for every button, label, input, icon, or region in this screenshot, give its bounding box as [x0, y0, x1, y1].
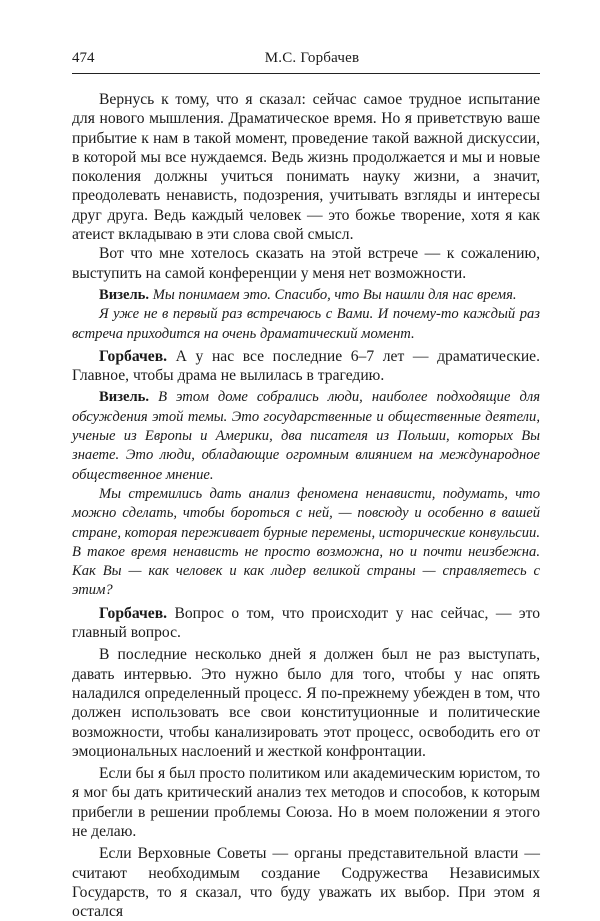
paragraph: [72, 485, 540, 601]
paragraph: [72, 305, 540, 344]
text-body: [72, 90, 540, 921]
speaker-name: Горбачев.: [99, 347, 168, 365]
paragraph-text: В последние несколько дней я должен был не раз выступать, давать интервью. Это нужно было для того, чтобы у нас опять наладился определенный процесс. Я по-прежнему убежден в том, что должен использовать все свои конституционные и политические возможности, чтобы канализировать этот процесс, освободить его от эмоциональных наслоений и жесткой конфронтации.: [72, 646, 540, 760]
speaker-name: Визель.: [99, 389, 150, 406]
paragraph-text: Если бы я был просто политиком или академическим юристом, то я мог бы дать критический анализ тех методов и способов, к которым прибегли в решении проблемы Союза. Но в моем положении я этого не делаю.: [72, 765, 540, 840]
speaker-name: Визель.: [99, 286, 150, 303]
paragraph-text: Вопрос о том, что происходит у нас сейчас, — это главный вопрос.: [72, 604, 540, 642]
paragraph-text: А у нас все последние 6–7 лет — драматические. Главное, чтобы драма не вылилась в трагедию.: [72, 347, 541, 385]
paragraph-text: Вернусь к тому, что я сказал: сейчас самое трудное испытание для нового мышления. Драматическое время. Но я приветствую ваше прибытие к нам в такой момент, проведение такой важной дискуссии, в которой мы все нуждаемся. Ведь жизнь продолжается и мы и новые поколения должны учиться понимать науку жизни, а значит, преодолевать ненависть, подозрения, учитывать взгляды и интересы друг друга. Ведь каждый человек — это божье творение, хотя я как атеист вкладываю в эти слова свой смысл.: [72, 91, 540, 244]
header-rule: [72, 73, 540, 74]
dialogue-paragraph: [72, 286, 540, 305]
running-header: [72, 44, 540, 68]
paragraph: [72, 764, 540, 841]
speaker-name: Горбачев.: [99, 604, 168, 622]
paragraph-text: Мы понимаем это. Спасибо, что Вы нашли для нас время.: [152, 286, 517, 303]
paragraph: [72, 90, 540, 244]
paragraph-text: Я уже не в первый раз встречаюсь с Вами. И почему-то каждый раз встреча приходится на очень драматический момент.: [72, 306, 540, 342]
dialogue-paragraph: [72, 388, 540, 484]
paragraph: [72, 244, 540, 283]
paragraph-text: Если Верховные Советы — органы представительной власти — считают необходимым создание Содружества Независимых Государств, то я сказал, что буду уважать их выбор. При этом я остался: [72, 845, 540, 921]
paragraph-text: Мы стремились дать анализ феномена ненависти, подумать, что можно сделать, чтобы бороться с ней, — повсюду и особенно в вашей стране, которая переживает бурные перемены, исторические конвульсии. В такое время ненависть не просто возможна, но и почти неизбежна. Как Вы — как человек и как лидер великой страны — справляетесь с этим?: [72, 485, 540, 599]
paragraph-text: Вот что мне хотелось сказать на этой встрече — к сожалению, выступить на самой конференции у меня нет возможности.: [72, 245, 540, 282]
paragraph: [72, 844, 540, 921]
paragraph: [72, 645, 540, 761]
paragraph-text: В этом доме собрались люди, наиболее подходящие для обсуждения этой темы. Это государственные и общественные деятели, ученые из Европы и Америки, два писателя из Польши, которых Вы знаете. Это люди, обладающие огромным влиянием на международное общественное мнение.: [72, 389, 540, 483]
dialogue-paragraph: [72, 604, 540, 643]
running-title: М.С. Горбачев: [264, 50, 360, 66]
page-number: 474: [72, 50, 95, 66]
dialogue-paragraph: [72, 347, 540, 386]
